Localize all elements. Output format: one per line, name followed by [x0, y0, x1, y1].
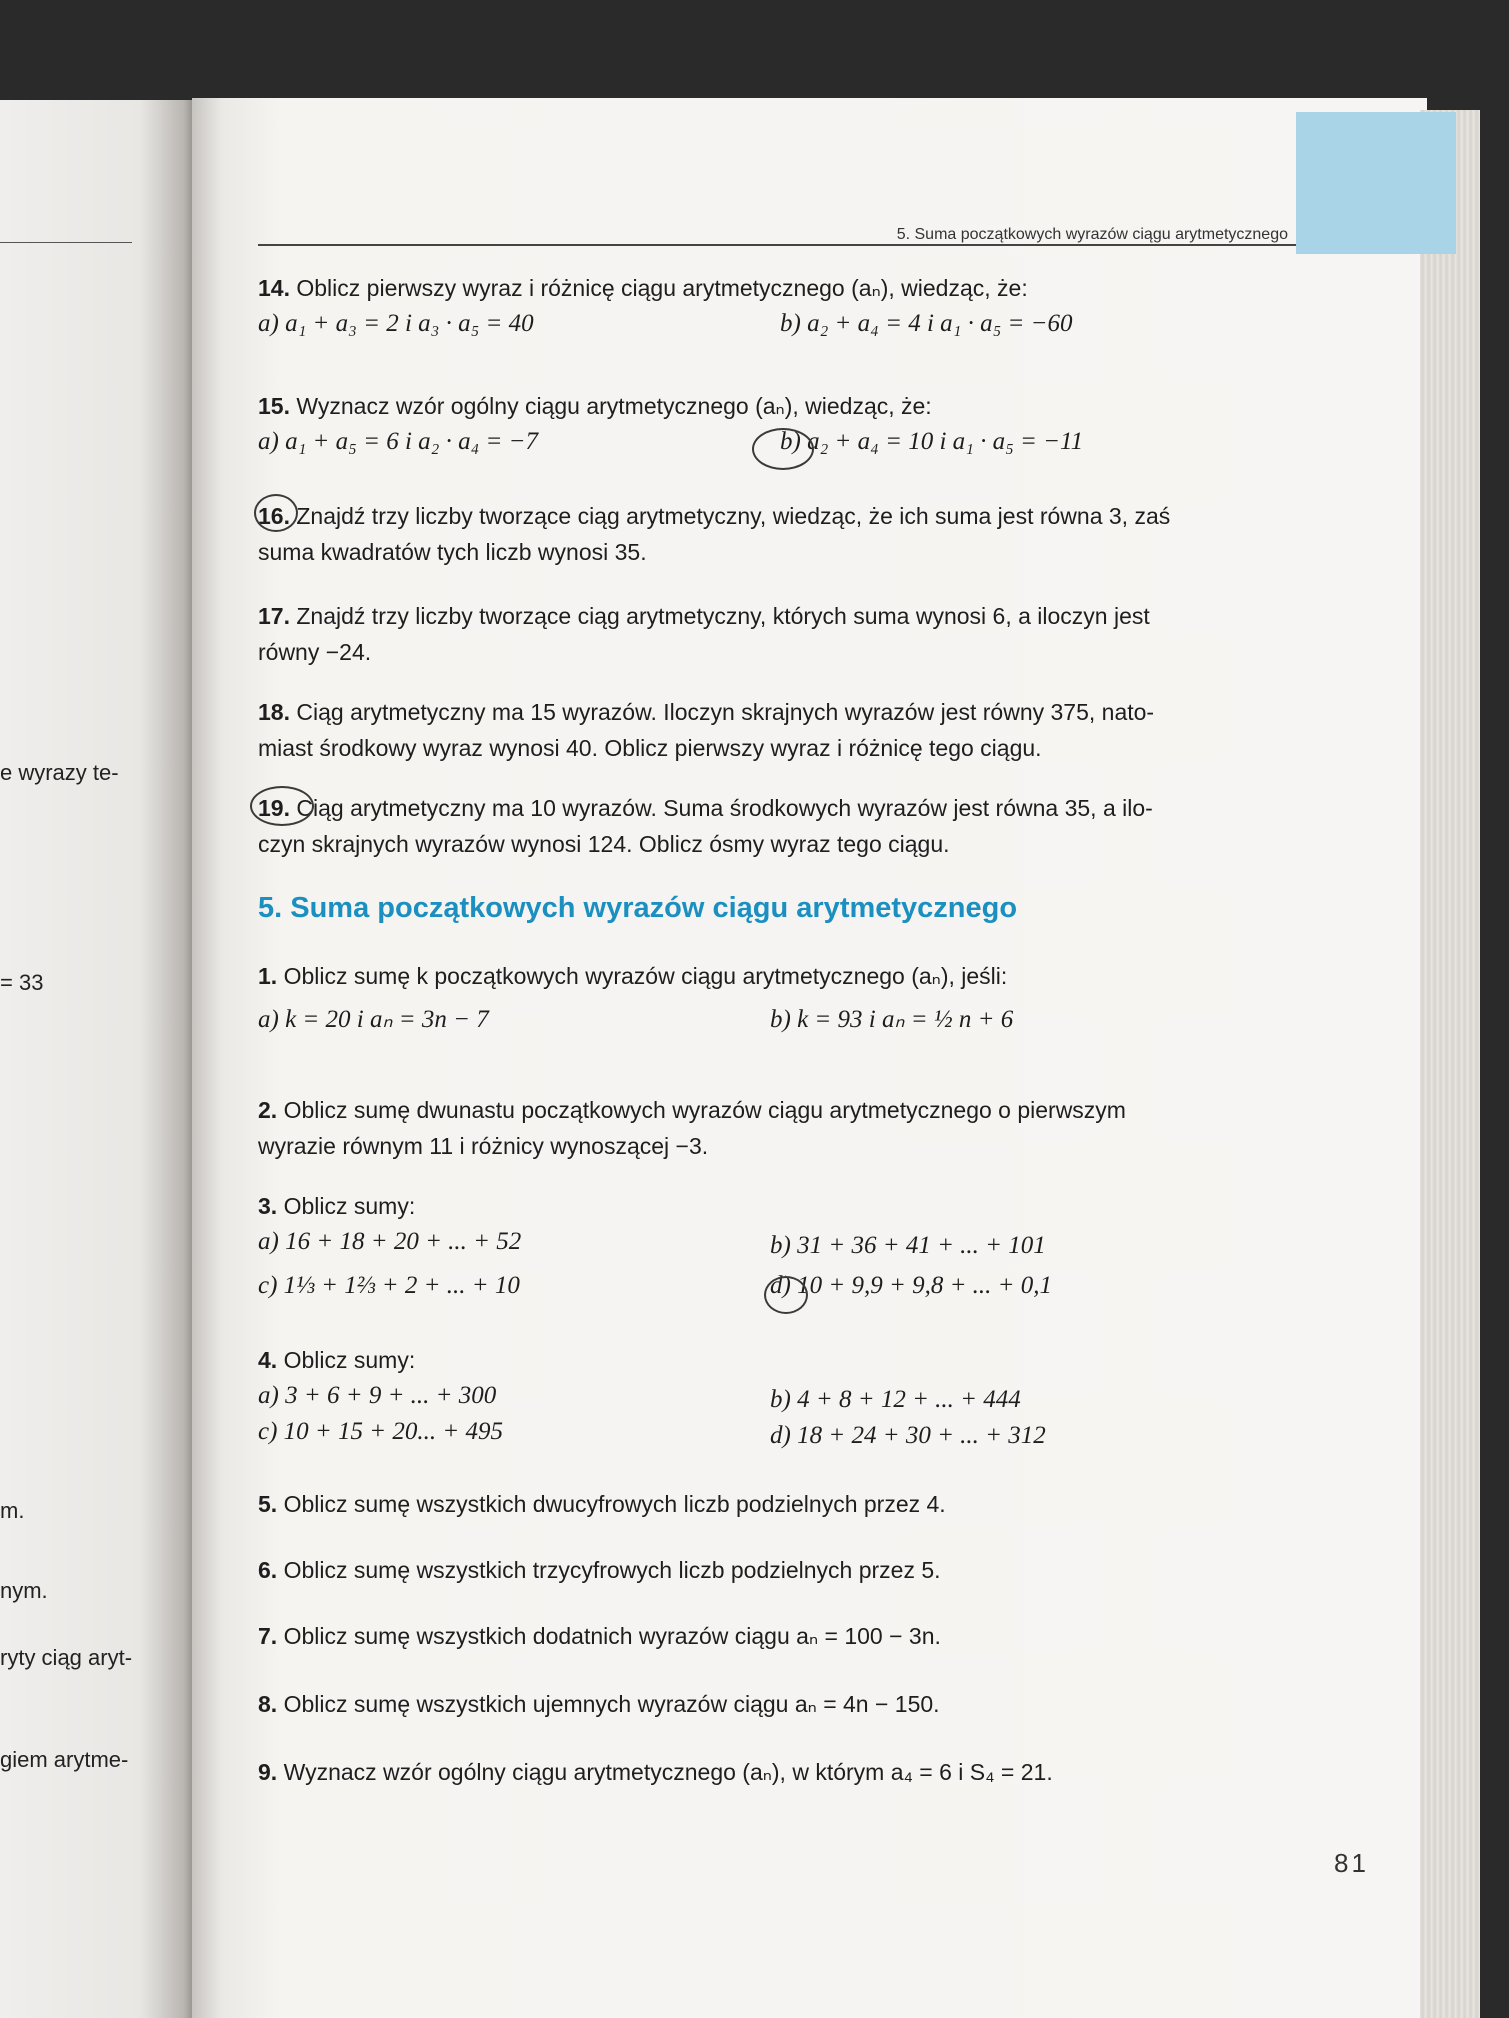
answer-a: a) a₁ + a₃ = 2 i a₃ · a₅ = 40 [258, 310, 534, 337]
exercise-8 [258, 1686, 1278, 1722]
answer-a: a) a₁ + a₅ = 6 i a₂ · a₄ = −7 [258, 428, 539, 455]
exercise-text: Oblicz sumę wszystkich ujemnych wyrazów ciągu aₙ = 4n − 150. [283, 1691, 940, 1717]
left-header-rule [0, 242, 132, 243]
exercise-number: 8. [258, 1691, 278, 1717]
exercise-text: Oblicz sumę wszystkich dwucyfrowych liczb podzielnych przez 4. [283, 1491, 946, 1517]
problem-number: 15. [258, 393, 290, 419]
running-header: 5. Suma początkowych wyrazów ciągu arytmetycznego [896, 226, 1288, 243]
problem-text-cont: suma kwadratów tych liczb wynosi 35. [258, 539, 647, 565]
exercise-number: 2. [258, 1097, 278, 1123]
exercise-number: 6. [258, 1557, 278, 1583]
exercise-6 [258, 1552, 1278, 1588]
section-title: 5. Suma początkowych wyrazów ciągu arytmetycznego [258, 892, 1018, 924]
problem-text-cont: równy −24. [258, 639, 372, 665]
exercise-4 [258, 1342, 1278, 1450]
pencil-circle-mark [250, 786, 314, 826]
left-page-snippet: giem arytme- [0, 1747, 129, 1772]
exercise-number: 1. [258, 963, 278, 989]
exercise-9 [258, 1754, 1278, 1790]
answer-b: b) 4 + 8 + 12 + ... + 444 [770, 1386, 1021, 1413]
exercise-5 [258, 1486, 1278, 1522]
problem-18 [258, 694, 1278, 766]
header-rule [258, 244, 1296, 246]
right-page [192, 98, 1427, 2018]
pencil-circle-mark [254, 494, 298, 532]
exercise-text: Wyznacz wzór ogólny ciągu arytmetycznego (aₙ), w którym a₄ = 6 i S₄ = 21. [283, 1759, 1053, 1785]
answer-b: b) a₂ + a₄ = 4 i a₁ · a₅ = −60 [780, 310, 1073, 337]
left-page [0, 100, 200, 2018]
problem-16 [258, 498, 1278, 570]
exercise-1 [258, 958, 1278, 1052]
answer-c: c) 10 + 15 + 20... + 495 [258, 1418, 504, 1445]
exercise-text: Oblicz sumę wszystkich trzycyfrowych liczb podzielnych przez 5. [283, 1557, 941, 1583]
exercise-number: 4. [258, 1347, 278, 1373]
pencil-circle-mark [752, 428, 814, 470]
left-page-snippet: nym. [0, 1578, 48, 1603]
exercise-number: 9. [258, 1759, 278, 1785]
problem-text: Znajdź trzy liczby tworzące ciąg arytmetyczny, wiedząc, że ich suma jest równa 3, zaś [296, 503, 1171, 529]
left-page-snippet: = 33 [0, 970, 44, 995]
pencil-circle-mark [764, 1276, 808, 1314]
page-edge [1420, 110, 1480, 2018]
problem-19 [258, 790, 1278, 862]
problem-text-cont: czyn skrajnych wyrazów wynosi 124. Oblicz ósmy wyraz tego ciągu. [258, 831, 950, 857]
exercise-number: 5. [258, 1491, 278, 1517]
problem-number: 18. [258, 699, 290, 725]
chapter-tab [1296, 112, 1456, 254]
left-page-snippet: e wyrazy te- [0, 760, 119, 785]
problem-number: 14. [258, 275, 290, 301]
problem-text: Oblicz pierwszy wyraz i różnicę ciągu arytmetycznego (aₙ), wiedząc, że: [296, 275, 1028, 301]
left-page-snippet: m. [0, 1498, 25, 1523]
problem-text: Wyznacz wzór ogólny ciągu arytmetycznego (aₙ), wiedząc, że: [296, 393, 932, 419]
exercise-text: Oblicz sumę wszystkich dodatnich wyrazów ciągu aₙ = 100 − 3n. [283, 1623, 941, 1649]
answer-a: a) k = 20 i aₙ = 3n − 7 [258, 1006, 489, 1033]
problem-text-cont: miast środkowy wyraz wynosi 40. Oblicz pierwszy wyraz i różnicę tego ciągu. [258, 735, 1042, 761]
problem-text: Znajdź trzy liczby tworzące ciąg arytmetyczny, których suma wynosi 6, a iloczyn jest [296, 603, 1150, 629]
answer-a: a) 16 + 18 + 20 + ... + 52 [258, 1228, 522, 1255]
answer-b: b) a₂ + a₄ = 10 i a₁ · a₅ = −11 [780, 428, 1084, 455]
exercise-text: Oblicz sumę k początkowych wyrazów ciągu arytmetycznego (aₙ), jeśli: [283, 963, 1008, 989]
exercise-7 [258, 1618, 1278, 1654]
exercise-number: 7. [258, 1623, 278, 1649]
problem-14 [258, 270, 1278, 346]
problem-number: 17. [258, 603, 290, 629]
answer-b: b) 31 + 36 + 41 + ... + 101 [770, 1232, 1046, 1259]
exercise-2 [258, 1092, 1278, 1164]
answer-d: d) 10 + 9,9 + 9,8 + ... + 0,1 [770, 1272, 1053, 1299]
exercise-text: Oblicz sumę dwunastu początkowych wyrazów ciągu arytmetycznego o pierwszym [283, 1097, 1126, 1123]
left-page-snippet: ryty ciąg aryt- [0, 1645, 133, 1670]
problem-17 [258, 598, 1278, 670]
problem-number: 19. [258, 795, 290, 821]
problem-text: Ciąg arytmetyczny ma 15 wyrazów. Iloczyn skrajnych wyrazów jest równy 375, nato- [296, 699, 1155, 725]
exercise-text: Oblicz sumy: [283, 1193, 416, 1219]
answer-b: b) k = 93 i aₙ = ½ n + 6 [770, 1006, 1014, 1033]
problem-number: 16. [258, 503, 290, 529]
answer-a: a) 3 + 6 + 9 + ... + 300 [258, 1382, 497, 1409]
exercise-number: 3. [258, 1193, 278, 1219]
exercise-text: Oblicz sumy: [283, 1347, 416, 1373]
problem-text: Ciąg arytmetyczny ma 10 wyrazów. Suma środkowych wyrazów jest równa 35, a ilo- [296, 795, 1153, 821]
page-number: 81 [1334, 1848, 1369, 1878]
answer-c: c) 1⅓ + 1⅔ + 2 + ... + 10 [258, 1272, 520, 1299]
exercise-text-cont: wyrazie równym 11 i różnicy wynoszącej −3. [258, 1133, 709, 1159]
answer-d: d) 18 + 24 + 30 + ... + 312 [770, 1422, 1046, 1449]
